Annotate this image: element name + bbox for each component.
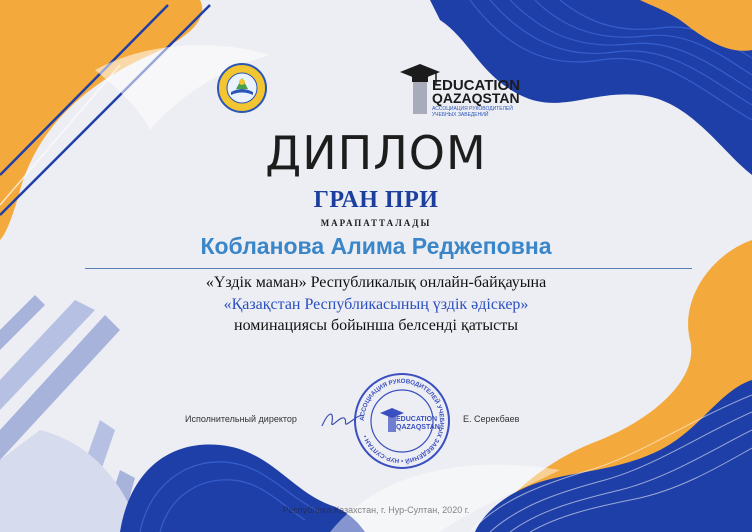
navy-shape-bottom-left xyxy=(120,444,365,532)
award-title: ГРАН ПРИ xyxy=(313,187,439,213)
description-line-1: «Үздік маман» Республикалық онлайн-байқауына xyxy=(205,274,547,291)
stamp-ring-text: АССОЦИАЦИЯ РУКОВОДИТЕЛЕЙ УЧЕБНЫХ ЗАВЕДЕНИЙ • НУР-СУЛТАН • xyxy=(358,377,446,465)
recipient-name: Кобланова Алима Реджеповна xyxy=(200,233,552,259)
logo-subtitle-1: АССОЦИАЦИЯ РУКОВОДИТЕЛЕЙ xyxy=(432,106,513,112)
certificate-title: ДИПЛОМ xyxy=(265,126,487,180)
director-name: Е. Серекбаев xyxy=(463,414,520,424)
official-stamp xyxy=(352,371,452,471)
logo-text-qazaqstan: QAZAQSTAN xyxy=(432,90,520,106)
name-underline xyxy=(85,268,692,269)
stamp-text-education: EDUCATION xyxy=(396,416,438,423)
awarded-label: МАРАПАТТАЛАДЫ xyxy=(320,218,432,228)
association-emblem-logo xyxy=(216,62,268,114)
logo-subtitle-2: УЧЕБНЫХ ЗАВЕДЕНИЙ xyxy=(432,112,489,118)
description-line-3: номинациясы бойынша белсенді қатысты xyxy=(234,317,518,334)
footer-location-year: Республика Казахстан, г. Нур-Султан, 2020 г. xyxy=(282,505,470,515)
description-line-2: «Қазақстан Республикасының үздік әдіскер» xyxy=(223,296,529,313)
director-label: Исполнительный директор xyxy=(185,414,297,424)
logo-text-education: EDUCATION xyxy=(432,77,521,94)
stamp-text-qazaqstan: QAZAQSTAN xyxy=(396,424,440,431)
education-qazaqstan-logo xyxy=(398,58,538,118)
